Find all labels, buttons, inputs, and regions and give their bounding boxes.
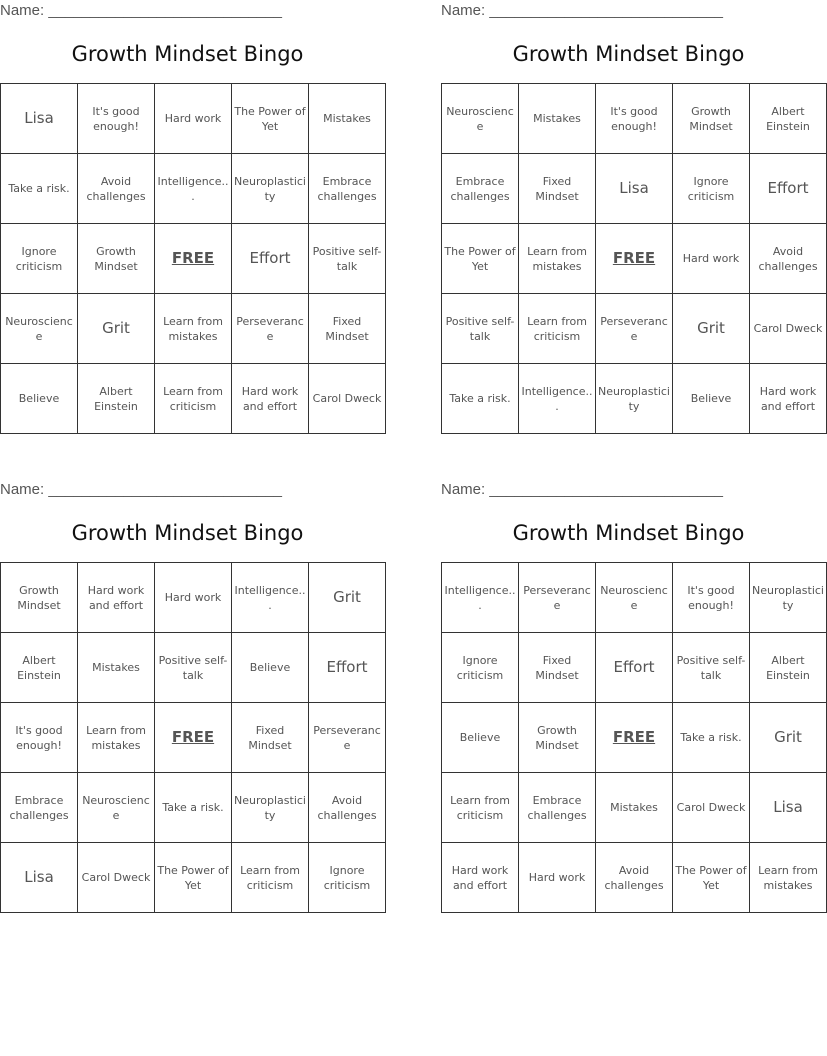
bingo-cell[interactable]: Carol Dweck (673, 773, 750, 843)
bingo-cell[interactable]: Believe (673, 364, 750, 434)
bingo-cell[interactable]: Fixed Mindset (519, 633, 596, 703)
grid-row (442, 703, 827, 773)
grid-row (1, 703, 386, 773)
bingo-cell[interactable]: Believe (232, 633, 309, 703)
bingo-cell[interactable]: Positive self-talk (442, 294, 519, 364)
bingo-cell[interactable]: Embrace challenges (309, 154, 386, 224)
bingo-cell[interactable]: Hard work (519, 843, 596, 913)
bingo-cell[interactable]: Perseverance (232, 294, 309, 364)
grid-row (1, 843, 386, 913)
bingo-cell[interactable]: Avoid challenges (750, 224, 827, 294)
bingo-grid (441, 83, 827, 434)
card-title: Growth Mindset Bingo (512, 521, 745, 545)
free-space[interactable]: FREE (596, 224, 673, 294)
bingo-cell[interactable]: Fixed Mindset (519, 154, 596, 224)
bingo-cell[interactable]: Ignore criticism (309, 843, 386, 913)
bingo-cell[interactable]: It's good enough! (1, 703, 78, 773)
bingo-cell[interactable]: Grit (750, 703, 827, 773)
name-field[interactable]: Name: ____________________________ (0, 481, 282, 498)
bingo-cell[interactable]: Hard work (155, 563, 232, 633)
bingo-cell[interactable]: Positive self-talk (309, 224, 386, 294)
bingo-cell[interactable]: Intelligence... (232, 563, 309, 633)
bingo-cell[interactable]: Effort (596, 633, 673, 703)
bingo-cell[interactable]: Growth Mindset (1, 563, 78, 633)
bingo-cell[interactable]: Mistakes (519, 84, 596, 154)
grid-row (1, 633, 386, 703)
bingo-cell[interactable]: Ignore criticism (673, 154, 750, 224)
bingo-cell[interactable]: Lisa (1, 84, 78, 154)
grid-row (442, 84, 827, 154)
bingo-cell[interactable]: Learn from mistakes (519, 224, 596, 294)
grid-row (1, 224, 386, 294)
free-space[interactable]: FREE (155, 224, 232, 294)
bingo-cell[interactable]: Fixed Mindset (309, 294, 386, 364)
bingo-grid (0, 83, 386, 434)
bingo-cell[interactable]: Learn from criticism (442, 773, 519, 843)
grid-row (442, 563, 827, 633)
bingo-cell[interactable]: Carol Dweck (78, 843, 155, 913)
name-field[interactable]: Name: ____________________________ (441, 481, 723, 498)
bingo-cell[interactable]: Perseverance (519, 563, 596, 633)
bingo-cell[interactable]: Growth Mindset (519, 703, 596, 773)
bingo-grid (0, 562, 386, 913)
bingo-cell[interactable]: Growth Mindset (78, 224, 155, 294)
bingo-cell[interactable]: Effort (232, 224, 309, 294)
name-field[interactable]: Name: ____________________________ (0, 2, 282, 19)
bingo-cell[interactable]: It's good enough! (78, 84, 155, 154)
bingo-cell[interactable]: Albert Einstein (78, 364, 155, 434)
bingo-cell[interactable]: Neuroplasticity (232, 773, 309, 843)
bingo-cell[interactable]: Believe (442, 703, 519, 773)
bingo-cell[interactable]: Effort (309, 633, 386, 703)
bingo-cell[interactable]: Neuroscience (78, 773, 155, 843)
bingo-cell[interactable]: Mistakes (309, 84, 386, 154)
bingo-cell[interactable]: Hard work and effort (750, 364, 827, 434)
grid-row (1, 84, 386, 154)
grid-row (442, 364, 827, 434)
grid-row (1, 364, 386, 434)
bingo-cell[interactable]: Learn from criticism (519, 294, 596, 364)
grid-row (1, 154, 386, 224)
bingo-cell[interactable]: Lisa (1, 843, 78, 913)
bingo-cell[interactable]: Believe (1, 364, 78, 434)
bingo-cell[interactable]: The Power of Yet (442, 224, 519, 294)
bingo-cell[interactable]: Albert Einstein (750, 84, 827, 154)
bingo-cell[interactable]: The Power of Yet (673, 843, 750, 913)
bingo-cell[interactable]: Intelligence... (519, 364, 596, 434)
bingo-cell[interactable]: Learn from criticism (155, 364, 232, 434)
bingo-cell[interactable]: Take a risk. (155, 773, 232, 843)
bingo-cell[interactable]: Hard work and effort (442, 843, 519, 913)
bingo-grid (441, 562, 827, 913)
bingo-cell[interactable]: Grit (309, 563, 386, 633)
bingo-cell[interactable]: It's good enough! (673, 563, 750, 633)
bingo-cell[interactable]: Hard work and effort (78, 563, 155, 633)
bingo-cell[interactable]: Carol Dweck (750, 294, 827, 364)
bingo-cell[interactable]: Avoid challenges (309, 773, 386, 843)
bingo-cell[interactable]: Embrace challenges (1, 773, 78, 843)
card-title: Growth Mindset Bingo (71, 521, 304, 545)
bingo-cell[interactable]: Lisa (596, 154, 673, 224)
grid-row (442, 154, 827, 224)
free-space[interactable]: FREE (596, 703, 673, 773)
bingo-cell[interactable]: Fixed Mindset (232, 703, 309, 773)
grid-row (442, 633, 827, 703)
bingo-cell[interactable]: Growth Mindset (673, 84, 750, 154)
bingo-cell[interactable]: Grit (673, 294, 750, 364)
name-field[interactable]: Name: ____________________________ (441, 2, 723, 19)
grid-row (442, 224, 827, 294)
grid-row (442, 773, 827, 843)
bingo-cell[interactable]: Perseverance (596, 294, 673, 364)
bingo-cell[interactable]: Neuroscience (1, 294, 78, 364)
bingo-cell[interactable]: Effort (750, 154, 827, 224)
bingo-cell[interactable]: Neuroplasticity (750, 563, 827, 633)
bingo-cell[interactable]: Neuroplasticity (596, 364, 673, 434)
grid-row (442, 843, 827, 913)
bingo-cell[interactable]: Neuroplasticity (232, 154, 309, 224)
bingo-cell[interactable]: Learn from mistakes (155, 294, 232, 364)
bingo-cell[interactable]: Ignore criticism (1, 224, 78, 294)
bingo-cell[interactable]: Hard work (155, 84, 232, 154)
bingo-cell[interactable]: Ignore criticism (442, 633, 519, 703)
bingo-cell[interactable]: Intelligence... (442, 563, 519, 633)
grid-row (1, 563, 386, 633)
bingo-cell[interactable]: Take a risk. (1, 154, 78, 224)
bingo-cell[interactable]: Positive self-talk (155, 633, 232, 703)
bingo-cell[interactable]: Mistakes (78, 633, 155, 703)
bingo-cell[interactable]: Mistakes (596, 773, 673, 843)
bingo-cell[interactable]: Embrace challenges (442, 154, 519, 224)
grid-row (1, 773, 386, 843)
bingo-cell[interactable]: Learn from mistakes (78, 703, 155, 773)
bingo-cell[interactable]: Hard work (673, 224, 750, 294)
grid-row (1, 294, 386, 364)
bingo-cell[interactable]: Learn from mistakes (750, 843, 827, 913)
grid-row (442, 294, 827, 364)
bingo-cell[interactable]: Neuroscience (442, 84, 519, 154)
free-space[interactable]: FREE (155, 703, 232, 773)
bingo-cell[interactable]: Take a risk. (673, 703, 750, 773)
bingo-cell[interactable]: Embrace challenges (519, 773, 596, 843)
bingo-cell[interactable]: Avoid challenges (78, 154, 155, 224)
bingo-cell[interactable]: The Power of Yet (232, 84, 309, 154)
bingo-cell[interactable]: Intelligence... (155, 154, 232, 224)
bingo-cell[interactable]: Learn from criticism (232, 843, 309, 913)
bingo-cell[interactable]: The Power of Yet (155, 843, 232, 913)
bingo-cell[interactable]: Take a risk. (442, 364, 519, 434)
bingo-cell[interactable]: Avoid challenges (596, 843, 673, 913)
card-title: Growth Mindset Bingo (71, 42, 304, 66)
bingo-cell[interactable]: Grit (78, 294, 155, 364)
bingo-cell[interactable]: Perseverance (309, 703, 386, 773)
bingo-cell[interactable]: Neuroscience (596, 563, 673, 633)
bingo-cell[interactable]: Hard work and effort (232, 364, 309, 434)
card-title: Growth Mindset Bingo (512, 42, 745, 66)
bingo-cell[interactable]: Albert Einstein (750, 633, 827, 703)
bingo-cell[interactable]: Positive self-talk (673, 633, 750, 703)
bingo-cell[interactable]: Lisa (750, 773, 827, 843)
bingo-cell[interactable]: Carol Dweck (309, 364, 386, 434)
bingo-cell[interactable]: Albert Einstein (1, 633, 78, 703)
bingo-cell[interactable]: It's good enough! (596, 84, 673, 154)
